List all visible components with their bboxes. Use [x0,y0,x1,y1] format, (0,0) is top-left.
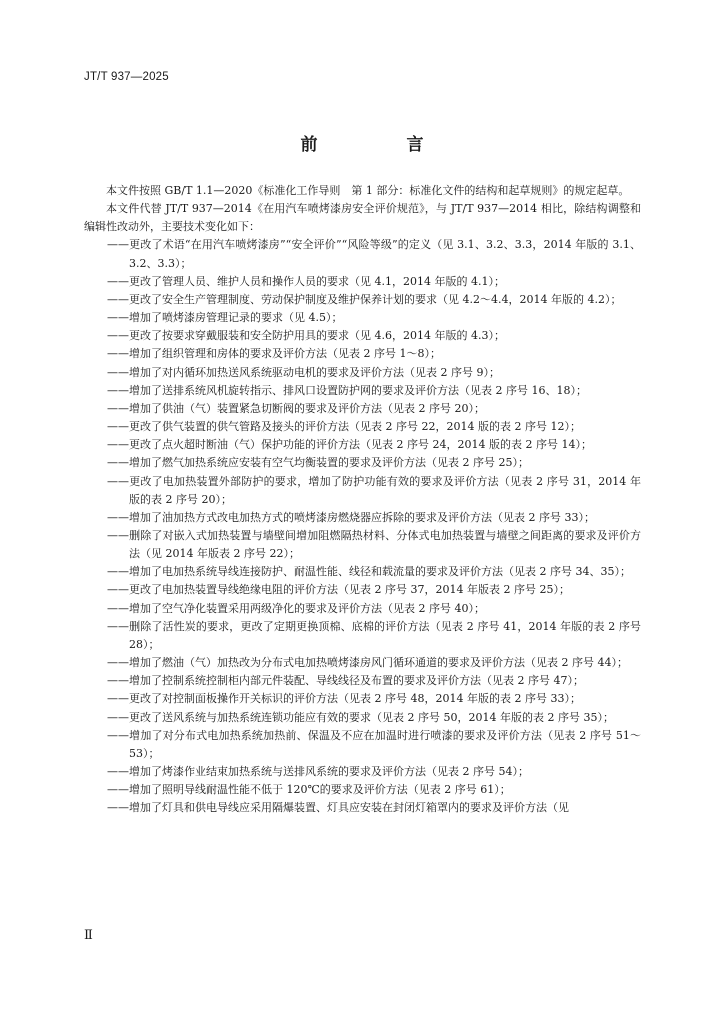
change-item: ——增加了烤漆作业结束加热系统与送排风系统的要求及评价方法（见表 2 序号 54）； [107,765,529,778]
paragraph-drafting-rule: 本文件按照 GB/T 1.1—2020《标准化工作导则 第 1 部分：标准化文件的结构和起草规则》的规定起草。 [106,184,630,197]
change-item: ——增加了组织管理和房体的要求及评价方法（见表 2 序号 1～8）； [107,347,441,361]
change-item: ——增加了油加热方式改电加热方式的喷烤漆房燃烧器应拆除的要求及评价方法（见表 2 序号 33）； [107,510,595,524]
change-item: ——删除了对嵌入式加热装置与墙壁间增加阻燃隔热材料、分体式电加热装置与墙壁之间距离的要求及评价方法（见 2014 年版表 2 序号 22）； [107,528,641,561]
change-item: ——增加了对分布式电加热系统加热前、保温及不应在加温时进行喷漆的要求及评价方法（见表 2 序号 51～53）； [107,728,641,760]
change-item: ——更改了点火超时断油（气）保护功能的评价方法（见表 2 序号 24，2014 版的表 2 序号 14）； [107,438,592,452]
foreword-body [84,182,641,817]
paragraph-replacement-note: 本文件代替 JT/T 937—2014《在用汽车喷烤漆房安全评价规范》，与 JT/T 937—2014 相比，除结构调整和编辑性改动外，主要技术变化如下： [84,202,641,234]
change-item: ——增加了燃气加热系统应安装有空气均衡装置的要求及评价方法（见表 2 序号 25）； [107,456,529,470]
change-item: ——增加了空气净化装置采用两级净化的要求及评价方法（见表 2 序号 40）； [107,601,485,615]
change-item: ——增加了电加热系统导线连接防护、耐温性能、线径和载流量的要求及评价方法（见表 2 序号 34、35）； [107,565,631,579]
change-item: ——更改了电加热装置导线绝缘电阻的评价方法（见表 2 序号 37，2014 年版表 2 序号 25）； [107,583,570,597]
change-item: ——删除了活性炭的要求，更改了定期更换顶棉、底棉的评价方法（见表 2 序号 41，2014 年版的表 2 序号 28）； [107,619,641,651]
change-item: ——增加了照明导线耐温性能不低于 120℃的要求及评价方法（见表 2 序号 61）； [107,783,511,797]
change-item: ——更改了管理人员、维护人员和操作人员的要求（见 4.1，2014 年版的 4.1）； [107,274,505,288]
change-item: ——更改了安全生产管理制度、劳动保护制度及维护保养计划的要求（见 4.2～4.4，2014 年版的 4.2）； [107,292,622,306]
standard-code: JT/T 937—2025 [84,71,169,83]
page-number: Ⅱ [84,928,93,943]
change-item: ——更改了对控制面板操作开关标识的评价方法（见表 2 序号 48，2014 年版的表 2 序号 33）； [107,692,581,706]
change-item: ——增加了送排系统风机旋转指示、排风口设置防护网的要求及评价方法（见表 2 序号 16、18）； [107,383,587,397]
change-item: ——增加了对内循环加热送风系统驱动电机的要求及评价方法（见表 2 序号 9）； [107,365,500,379]
change-item: ——增加了燃油（气）加热改为分布式电加热喷烤漆房风门循环通道的要求及评价方法（见表 2 序号 44）； [107,656,628,670]
change-item: ——增加了灯具和供电导线应采用隔爆装置、灯具应安装在封闭灯箱罩内的要求及评价方法（见 [107,801,569,815]
change-item: ——增加了供油（气）装置紧急切断阀的要求及评价方法（见表 2 序号 20）； [107,401,485,415]
change-item: ——增加了控制系统控制柜内部元件装配、导线线径及布置的要求及评价方法（见表 2 序号 47）； [107,674,584,688]
change-item: ——更改了电加热装置外部防护的要求，增加了防护功能有效的要求及评价方法（见表 2 序号 31，2014 年版的表 2 序号 20）； [107,474,641,506]
page-title: 前 言 [300,135,460,155]
change-item: ——更改了术语“在用汽车喷烤漆房”“安全评价”“风险等级”的定义（见 3.1、3.2、3.3，2014 年版的 3.1、3.2、3.3）； [107,238,641,270]
change-item: ——增加了喷烤漆房管理记录的要求（见 4.5）； [107,311,343,325]
change-item: ——更改了送风系统与加热系统连锁功能应有效的要求（见表 2 序号 50，2014 年版的表 2 序号 35）； [107,710,614,724]
change-item: ——更改了供气装置的供气管路及接头的评价方法（见表 2 序号 22，2014 版的表 2 序号 12）； [107,420,581,434]
change-item: ——更改了按要求穿戴服装和安全防护用具的要求（见 4.6，2014 年版的 4.3）； [107,329,505,343]
